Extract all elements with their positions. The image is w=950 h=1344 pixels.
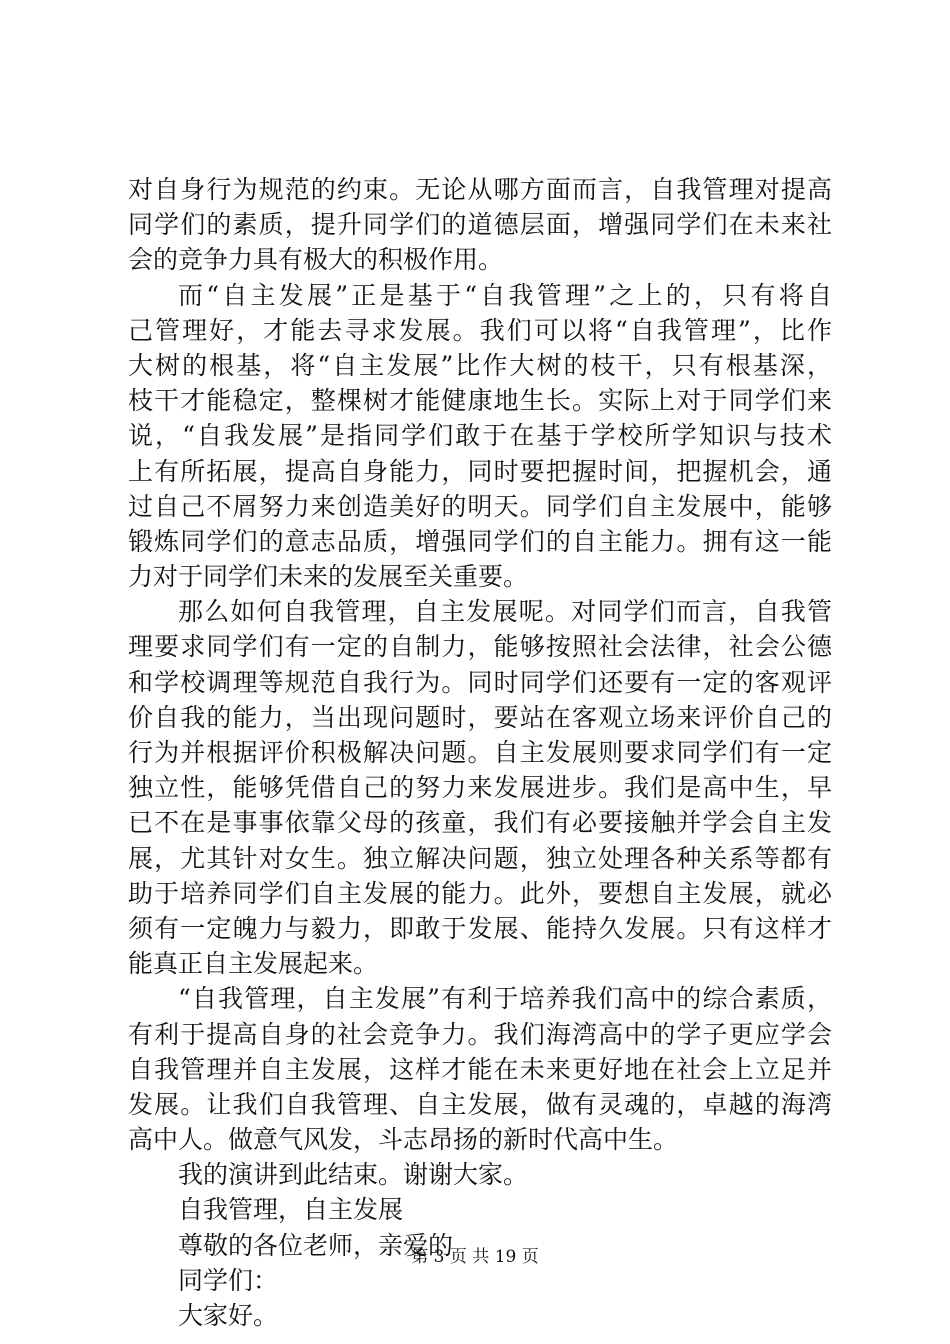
text-line: 独立性，能够凭借自己的努力来发展进步。我们是高中生，早	[128, 773, 832, 803]
text-line: 自我管理，自主发展	[178, 1195, 404, 1225]
text-line: 己管理好，才能去寻求发展。我们可以将“自我管理”，比作	[128, 315, 832, 345]
text-line: “自我管理，自主发展”有利于培养我们高中的综合素质，	[178, 984, 832, 1014]
text-line: 会的竞争力具有极大的积极作用。	[128, 245, 504, 275]
text-line: 同学们：	[178, 1265, 279, 1295]
text-line: 已不在是事事依靠父母的孩童，我们有必要接触并学会自主发	[128, 808, 832, 838]
text-line: 我的演讲到此结束。谢谢大家。	[178, 1160, 529, 1190]
document-body	[128, 172, 832, 1333]
text-line: 上有所拓展，提高自身能力，同时要把握时间，把握机会，通	[128, 456, 832, 486]
text-line: 大家好。	[178, 1301, 279, 1330]
text-line: 展，尤其针对女生。独立解决问题，独立处理各种关系等都有	[128, 843, 832, 873]
text-line: 理要求同学们有一定的自制力，能够按照社会法律，社会公德	[128, 632, 832, 662]
page-footer: 第 3 页 共 19 页	[411, 1247, 539, 1267]
text-line: 过自己不屑努力来创造美好的明天。同学们自主发展中，能够	[128, 491, 832, 521]
text-line: 高中人。做意气风发，斗志昂扬的新时代高中生。	[128, 1125, 679, 1155]
text-line: 而“自主发展”正是基于“自我管理”之上的，只有将自	[178, 280, 832, 310]
text-line: 助于培养同学们自主发展的能力。此外，要想自主发展，就必	[128, 878, 832, 908]
text-line: 那么如何自我管理，自主发展呢。对同学们而言，自我管	[178, 597, 832, 627]
text-line: 锻炼同学们的意志品质，增强同学们的自主能力。拥有这一能	[128, 526, 832, 556]
text-line: 须有一定魄力与毅力，即敢于发展、能持久发展。只有这样才	[128, 913, 832, 943]
text-line: 对自身行为规范的约束。无论从哪方面而言，自我管理对提高	[128, 175, 832, 204]
text-line: 同学们的素质，提升同学们的道德层面，增强同学们在未来社	[128, 210, 832, 240]
text-line: 行为并根据评价积极解决问题。自主发展则要求同学们有一定	[128, 738, 832, 767]
text-line: 说，“自我发展”是指同学们敢于在基于学校所学知识与技术	[128, 421, 832, 451]
text-line: 和学校调理等规范自我行为。同时同学们还要有一定的客观评	[128, 667, 832, 697]
text-line: 能真正自主发展起来。	[128, 949, 379, 979]
text-line: 力对于同学们未来的发展至关重要。	[128, 562, 529, 592]
text-line: 自我管理并自主发展，这样才能在未来更好地在社会上立足并	[128, 1054, 832, 1084]
text-line: 尊敬的各位老师，亲爱的	[178, 1230, 454, 1260]
text-line: 枝干才能稳定，整棵树才能健康地生长。实际上对于同学们来	[128, 386, 832, 416]
text-line: 大树的根基，将“自主发展”比作大树的枝干，只有根基深，	[128, 350, 832, 380]
text-line: 价自我的能力，当出现问题时，要站在客观立场来评价自己的	[128, 702, 832, 732]
text-line: 发展。让我们自我管理、自主发展，做有灵魂的，卓越的海湾	[128, 1089, 832, 1119]
text-line: 有利于提高自身的社会竞争力。我们海湾高中的学子更应学会	[128, 1019, 832, 1049]
